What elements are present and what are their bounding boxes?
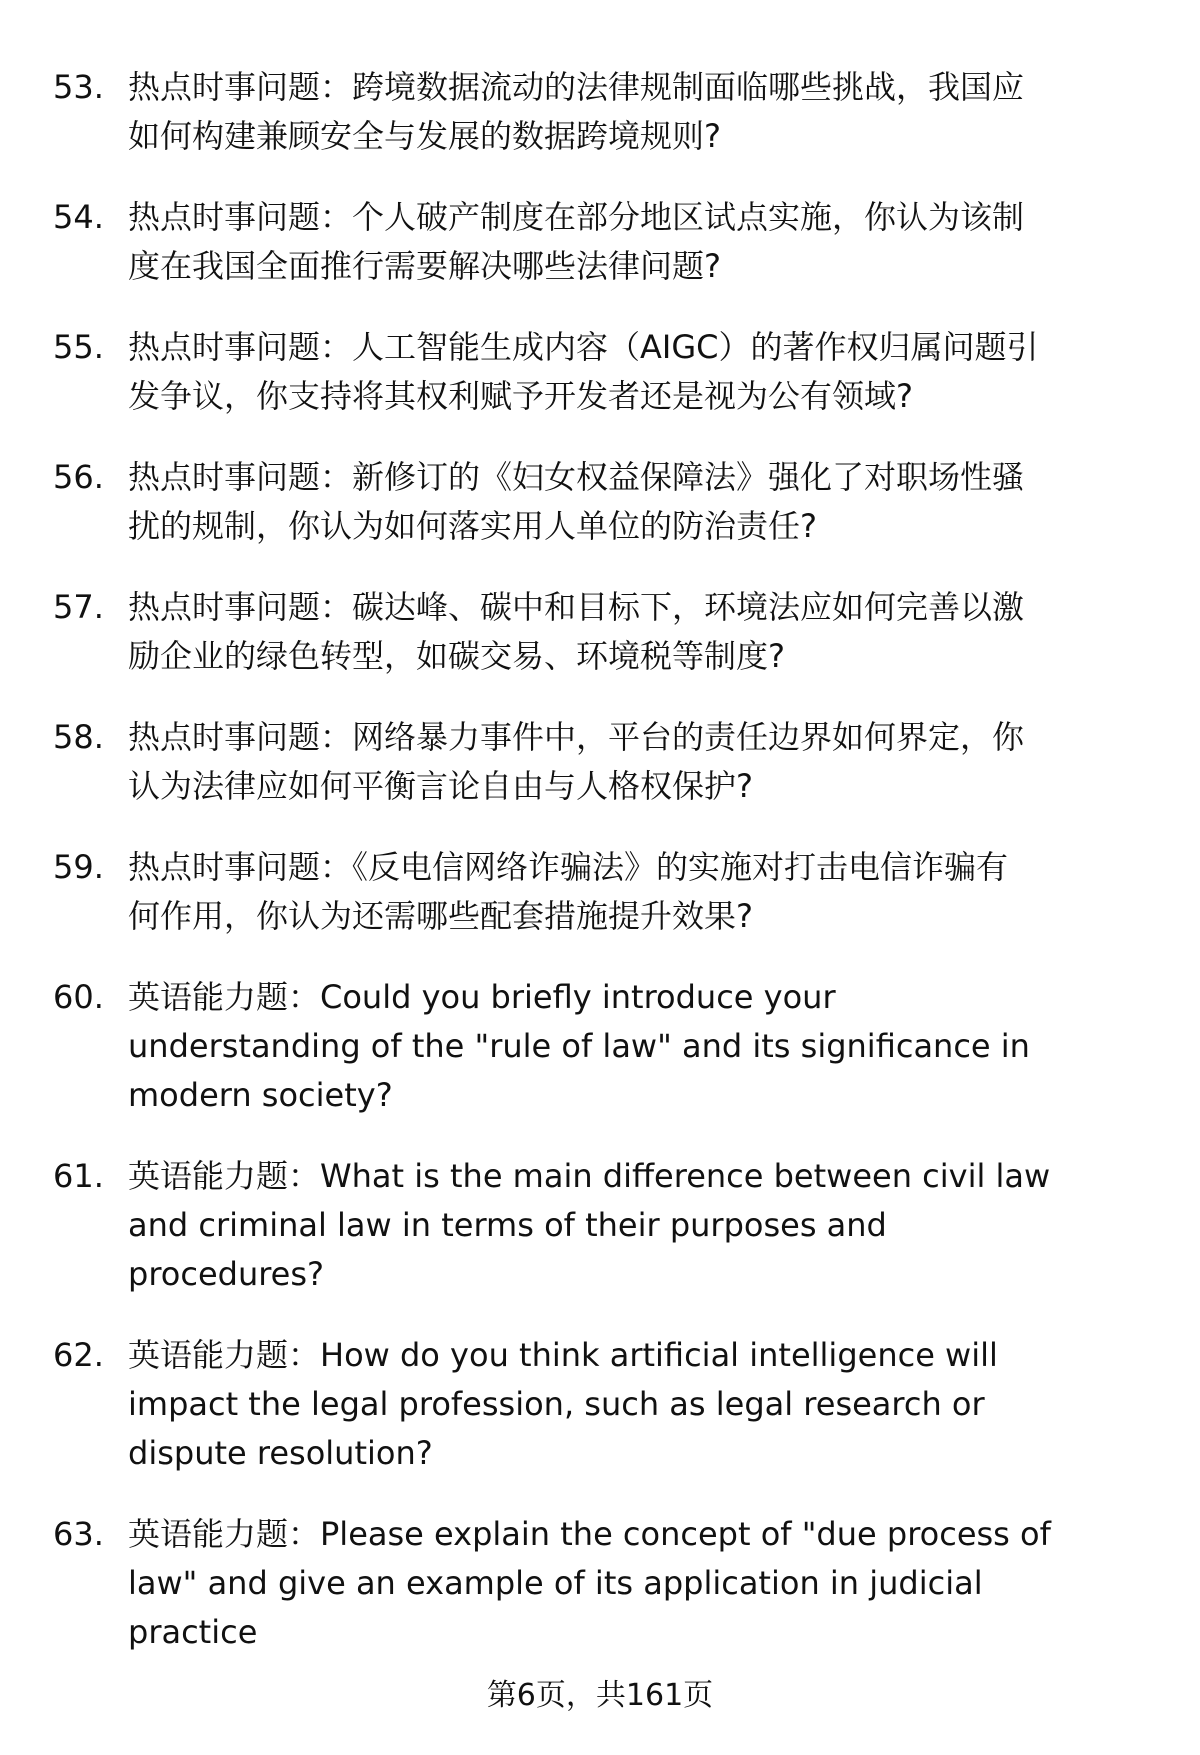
question-line: 热点时事问题：个人破产制度在部分地区试点实施，你认为该制 [128, 198, 1025, 236]
question-line: modern society? [128, 1076, 393, 1114]
question-line: 如何构建兼顾安全与发展的数据跨境规则? [128, 117, 721, 155]
question-item [0, 193, 1200, 291]
question-number: 54. [53, 198, 104, 236]
question-line: 热点时事问题：跨境数据流动的法律规制面临哪些挑战，我国应 [128, 68, 1025, 106]
question-text [128, 843, 1178, 941]
question-item [0, 63, 1200, 161]
question-number: 62. [53, 1336, 104, 1374]
question-line: 发争议，你支持将其权利赋予开发者还是视为公有领域? [128, 377, 913, 415]
question-number: 59. [53, 848, 104, 886]
question-line: understanding of the "rule of law" and its significance in [128, 1027, 1030, 1065]
question-text [128, 453, 1178, 551]
question-line: dispute resolution? [128, 1434, 433, 1472]
question-number: 57. [53, 588, 104, 626]
question-line: law" and give an example of its application in judicial [128, 1564, 983, 1602]
question-number: 60. [53, 978, 104, 1016]
question-line: procedures? [128, 1255, 325, 1293]
question-text [128, 973, 1178, 1120]
question-line: 扰的规制，你认为如何落实用人单位的防治责任? [128, 507, 817, 545]
question-item [0, 1331, 1200, 1478]
question-text [128, 1510, 1178, 1657]
question-text [128, 193, 1178, 291]
question-number: 61. [53, 1157, 104, 1195]
question-text [128, 63, 1178, 161]
question-line: 何作用，你认为还需哪些配套措施提升效果? [128, 897, 753, 935]
question-line: 热点时事问题：新修订的《妇女权益保障法》强化了对职场性骚 [128, 458, 1025, 496]
question-line: 认为法律应如何平衡言论自由与人格权保护? [128, 767, 753, 805]
question-item [0, 713, 1200, 811]
question-text [128, 1331, 1178, 1478]
question-number: 53. [53, 68, 104, 106]
question-text [128, 323, 1178, 421]
question-line: 励企业的绿色转型，如碳交易、环境税等制度? [128, 637, 785, 675]
question-line: 英语能力题：Please explain the concept of "due process of [128, 1515, 1051, 1553]
question-line: practice [128, 1613, 258, 1651]
question-text [128, 713, 1178, 811]
question-line: 英语能力题：What is the main difference between civil law [128, 1157, 1051, 1195]
question-number: 56. [53, 458, 104, 496]
question-line: 热点时事问题：《反电信网络诈骗法》的实施对打击电信诈骗有 [128, 848, 1009, 886]
question-line: 热点时事问题：人工智能生成内容（AIGC）的著作权归属问题引 [128, 328, 1039, 366]
question-item [0, 323, 1200, 421]
page-footer: 第6页，共161页 [486, 1678, 714, 1713]
question-line: 热点时事问题：网络暴力事件中，平台的责任边界如何界定，你 [128, 718, 1025, 756]
question-number: 63. [53, 1515, 104, 1553]
question-line: 英语能力题：How do you think artificial intelligence will [128, 1336, 998, 1374]
question-item [0, 843, 1200, 941]
question-list [0, 63, 1200, 1689]
question-number: 58. [53, 718, 104, 756]
question-line: 度在我国全面推行需要解决哪些法律问题? [128, 247, 721, 285]
question-text [128, 1152, 1178, 1299]
question-text [128, 583, 1178, 681]
question-item [0, 1152, 1200, 1299]
question-item [0, 1510, 1200, 1657]
question-line: 英语能力题：Could you briefly introduce your [128, 978, 836, 1016]
question-line: 热点时事问题：碳达峰、碳中和目标下，环境法应如何完善以激 [128, 588, 1025, 626]
question-item [0, 583, 1200, 681]
question-item [0, 973, 1200, 1120]
question-line: and criminal law in terms of their purposes and [128, 1206, 887, 1244]
question-item [0, 453, 1200, 551]
question-line: impact the legal profession, such as legal research or [128, 1385, 985, 1423]
question-number: 55. [53, 328, 104, 366]
